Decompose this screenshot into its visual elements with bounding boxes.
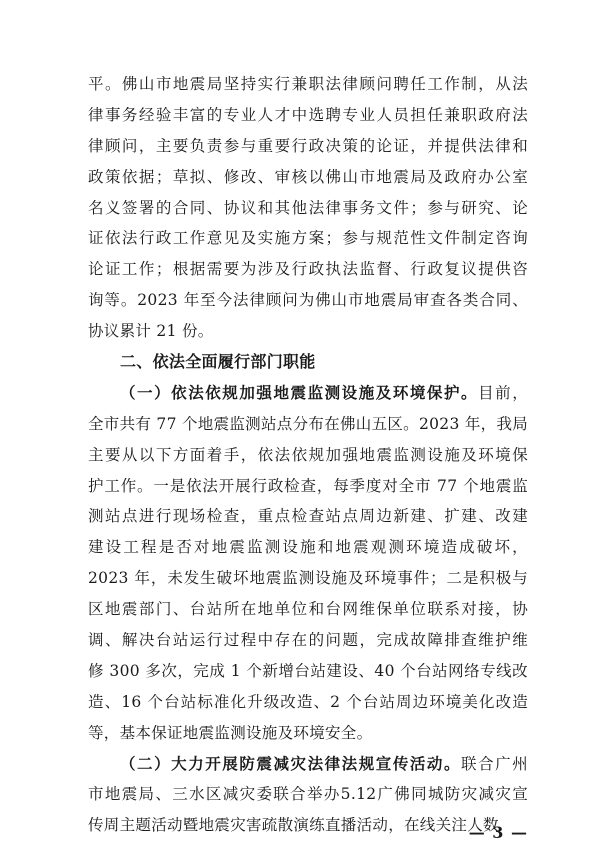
paragraph-line: 修 300 多次，完成 1 个新增台站建设、40 个台站网络专线改	[88, 661, 528, 680]
paragraph-line: 主要从以下方面着手，依法依规加强地震监测设施及环境保	[88, 445, 528, 464]
page-number: — 3 —	[468, 823, 528, 842]
paragraph-line: 建设工程是否对地震监测设施和地震观测环境造成破坏，	[88, 538, 528, 557]
item-first-line	[120, 383, 528, 403]
item-title: （二）大力开展防震减灾法律法规宣传活动。	[120, 753, 462, 773]
paragraph-line: 协议累计 21 份。	[88, 322, 214, 341]
paragraph-line: 传周主题活动暨地震灾害疏散演练直播活动，在线关注人数	[88, 816, 499, 835]
paragraph-line: 证依法行政工作意见及实施方案；参与规范性文件制定咨询	[88, 229, 528, 248]
item-title: （一）依法依规加强地震监测设施及环境保护。	[120, 382, 479, 402]
paragraph-line: 律顾问，主要负责参与重要行政决策的论证，并提供法律和	[88, 136, 528, 155]
section-heading: 二、依法全面履行部门职能	[120, 352, 316, 371]
paragraph-line: 护工作。一是依法开展行政检查，每季度对全市 77 个地震监	[88, 476, 528, 495]
paragraph-line: 市地震局、三水区减灾委联合举办5.12广佛同城防灾减灾宣	[88, 785, 528, 804]
paragraph-line: 名义签署的合同、协议和其他法律事务文件；参与研究、论	[88, 198, 528, 217]
paragraph-line: 政策依据；草拟、修改、审核以佛山市地震局及政府办公室	[88, 167, 528, 186]
paragraph-line: 调、解决台站运行过程中存在的问题，完成故障排查维护维	[88, 630, 528, 649]
paragraph-line: 测站点进行现场检查，重点检查站点周边新建、扩建、改建	[88, 507, 528, 526]
paragraph-line: 等，基本保证地震监测设施及环境安全。	[88, 723, 373, 742]
paragraph-line: 造、16 个台站标准化升级改造、2 个台站周边环境美化改造	[88, 692, 528, 711]
paragraph-line: 平。佛山市地震局坚持实行兼职法律顾问聘任工作制，从法	[88, 75, 528, 93]
item-first-line-rest: 目前，	[478, 383, 528, 402]
paragraph-line: 律事务经验丰富的专业人才中选聘专业人员担任兼职政府法	[88, 105, 528, 124]
paragraph-line: 2023 年，未发生破坏地震监测设施及环境事件；二是积极与	[88, 569, 528, 588]
paragraph-line: 区地震部门、台站所在地单位和台网维保单位联系对接，协	[88, 600, 528, 618]
paragraph-line: 论证工作；根据需要为涉及行政执法监督、行政复议提供咨	[88, 260, 528, 279]
paragraph-line: 询等。2023 年至今法律顾问为佛山市地震局审查各类合同、	[88, 291, 528, 310]
item-first-line	[120, 754, 528, 774]
item-first-line-rest: 联合广州	[461, 754, 528, 773]
paragraph-line: 全市共有 77 个地震监测站点分布在佛山五区。2023 年，我局	[88, 414, 529, 433]
